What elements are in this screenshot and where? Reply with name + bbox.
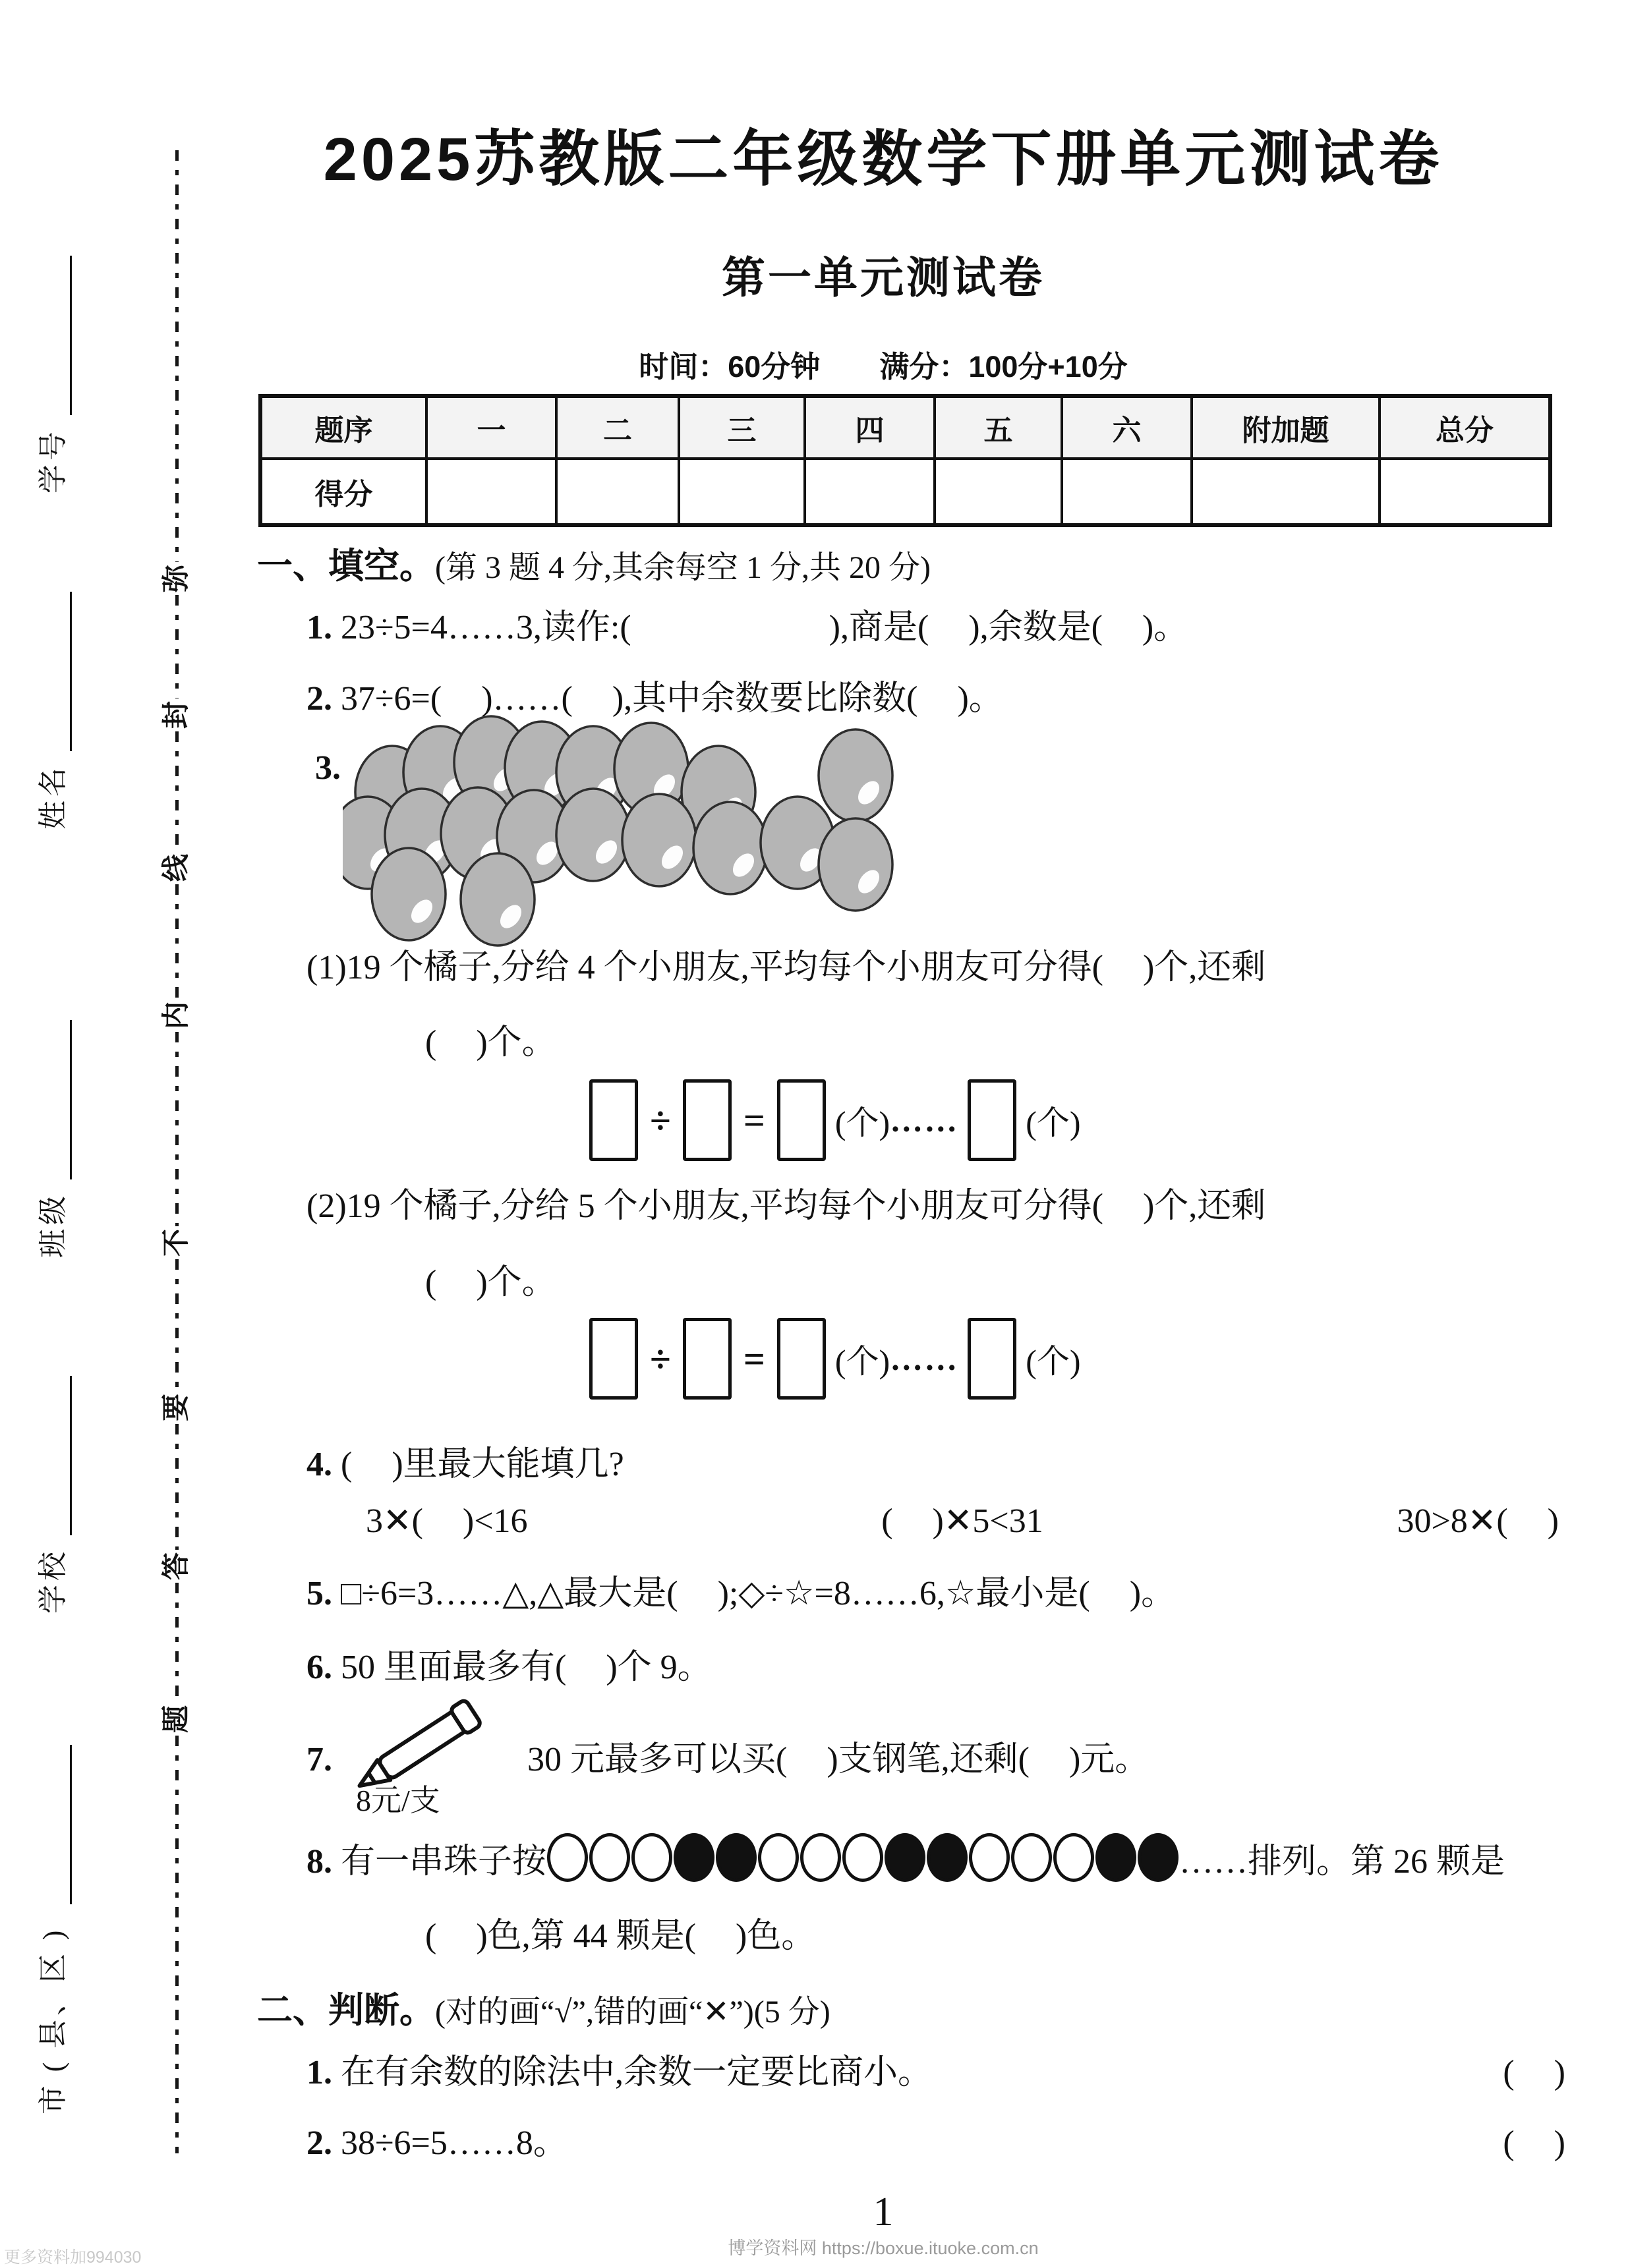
black-bead [1095,1833,1136,1882]
dash-segment [175,595,179,698]
score-cell [1192,459,1380,525]
remainder-dots: …… [890,1340,959,1377]
score-row-label: 得分 [260,459,426,525]
seal-field-2 [30,592,76,832]
score-cell [935,459,1062,525]
q4-item-3: 30>8✕( ) [1397,1502,1559,1540]
dash-segment [175,1424,179,1550]
q5-number: 5. [306,1575,332,1612]
seal-field-1 [30,256,76,496]
score-table [258,394,1552,527]
white-bead [1053,1833,1094,1882]
q8-suffix: ……排列。第 26 颗是 [1179,1843,1505,1881]
field-label-char: 市 [37,2085,69,2114]
section1-note: (第 3 题 4 分,其余每空 1 分,共 20 分) [435,550,931,585]
white-bead [758,1833,799,1882]
field-label-char: 级 [37,1196,69,1225]
orange [819,818,892,911]
q3-2-line1: (2)19 个橘子,分给 5 个小朋友,平均每个小朋友可分得( )个,还剩 [306,1187,1266,1225]
field-label-char: 学 [37,465,69,494]
seal-dashed-line [162,150,191,2153]
seal-field-5 [30,1745,76,2116]
q4-number: 4. [306,1446,332,1483]
score-cell [426,459,556,525]
page-number: 1 [873,2190,894,2234]
orange [693,802,767,894]
judge2-answer-blank: ( ) [1503,2124,1565,2162]
orange [372,848,446,940]
field-label-char: 号 [37,432,69,461]
unit-label: (个) [1026,1104,1081,1141]
seal-text-char: 内 [161,1001,192,1029]
section1-heading: 一、填空。 [257,546,435,586]
seal-text-char: 弥 [161,565,192,593]
q3-1-line2: ( )个。 [425,1024,556,1062]
field-label-char: 区 [37,1954,69,1983]
q8-prefix: 有一串珠子按 [341,1843,547,1881]
oranges-illustration [343,713,900,957]
q3-number: 3. [315,749,341,787]
judge-item-2 [306,2123,1565,2164]
section2-heading: 二、判断。 [257,1991,435,2030]
score-table-header-5: 五 [935,396,1062,459]
q5-text: □÷6=3……△,△最大是( );◇÷☆=8……6,☆最小是( )。 [341,1575,1176,1612]
blank-line [70,1745,72,1904]
judge1-answer-blank: ( ) [1503,2054,1565,2091]
divide-sign: ÷ [650,1337,671,1380]
q8-number: 8. [306,1843,332,1881]
dash-segment [175,1583,179,1703]
score-cell [556,459,679,525]
orange [819,729,892,822]
black-bead [1138,1833,1179,1882]
white-bead [631,1833,672,1882]
seal-text-char: 答 [161,1552,192,1580]
judge2-text: 38÷6=5……8。 [341,2124,568,2162]
dash-segment [175,1736,179,2153]
field-label-char: 学 [37,1585,69,1614]
q1-number: 1. [306,609,332,646]
watermark-text: 更多资料加994030 [4,2248,142,2267]
blank-box [683,1318,732,1400]
field-label-char: 姓 [37,801,69,830]
pen-price-label: 8元/支 [356,1784,440,1817]
bead-pattern [546,1843,1179,1881]
pen-icon [336,1690,508,1796]
q3-1-line1: (1)19 个橘子,分给 4 个小朋友,平均每个小朋友可分得( )个,还剩 [306,949,1266,986]
score-cell [1380,459,1550,525]
q3-2-line2: ( )个。 [425,1264,556,1301]
judge2-number: 2. [306,2124,332,2162]
q1-text: 23÷5=4……3,读作:( ),商是( ),余数是( )。 [341,609,1188,646]
black-bead [716,1833,757,1882]
field-label-char: 名 [37,768,69,797]
score-cell [805,459,935,525]
q4-item-2: ( )✕5<31 [881,1502,1043,1540]
judge1-number: 1. [306,2054,332,2091]
equals-sign: = [743,1337,765,1380]
blank-box [968,1079,1016,1161]
divide-sign: ÷ [650,1098,671,1142]
white-bead [842,1833,883,1882]
blank-box [777,1079,826,1161]
black-bead [885,1833,925,1882]
q3-1-equation [580,1079,1081,1161]
field-label-char: 、 [37,1987,69,2016]
black-bead [927,1833,968,1882]
q2-text: 37÷6=( )……( ),其中余数要比除数( )。 [341,680,1003,718]
unit-label: (个) [834,1104,890,1141]
seal-text-char: 题 [161,1705,192,1734]
white-bead [589,1833,630,1882]
score-table-header-4: 四 [805,396,935,459]
q7-number: 7. [306,1741,332,1778]
blank-line [70,1376,72,1535]
dash-segment [175,731,179,851]
q3-2-equation [580,1318,1081,1400]
score-table-header-8: 总分 [1380,396,1550,459]
orange [622,794,696,886]
q7-text: 30 元最多可以买( )支钢笔,还剩( )元。 [527,1741,1150,1778]
dash-segment [175,150,179,562]
q2-number: 2. [306,680,332,718]
dash-segment [175,1032,179,1226]
score-table-header-1: 一 [426,396,556,459]
q4-subitems [366,1501,1559,1542]
orange [556,789,630,881]
dash-segment [175,1259,179,1391]
score-cell [679,459,805,525]
score-table-header-2: 二 [556,396,679,459]
time-score-info: 时间：60分钟 满分：100分+10分 [639,350,1128,383]
score-table-header-0: 题序 [260,396,426,459]
unit-subtitle: 第一单元测试卷 [722,253,1045,302]
q6-text: 50 里面最多有( )个 9。 [341,1649,712,1686]
q8-line2: ( )色,第 44 颗是( )色。 [425,1917,816,1955]
white-bead [969,1833,1010,1882]
equals-sign: = [743,1098,765,1142]
field-label-char: ) [37,1930,69,1941]
white-bead [800,1833,841,1882]
seal-field-4 [30,1376,76,1616]
q4-item-1: 3✕( )<16 [366,1502,528,1540]
field-label-char: ( [37,2062,69,2072]
blank-line [70,592,72,751]
white-bead [547,1833,588,1882]
unit-label: (个) [834,1343,890,1380]
black-bead [674,1833,714,1882]
blank-box [589,1079,638,1161]
q4-text: ( )里最大能填几? [341,1446,624,1483]
field-label-char: 县 [37,2020,69,2049]
score-table-header-3: 三 [679,396,805,459]
section2-note: (对的画“√”,错的画“✕”)(5 分) [435,1995,830,2029]
orange [461,853,535,946]
dash-segment [175,884,179,999]
seal-text-char: 封 [161,700,192,729]
white-bead [1011,1833,1052,1882]
score-table-header-7: 附加题 [1192,396,1380,459]
score-table-header-6: 六 [1062,396,1192,459]
judge-item-1 [306,2053,1565,2093]
field-label-char: 班 [37,1229,69,1258]
blank-line [70,256,72,415]
blank-box [968,1318,1016,1400]
judge1-text: 在有余数的除法中,余数一定要比商小。 [341,2054,933,2091]
blank-box [683,1079,732,1161]
q6-number: 6. [306,1649,332,1686]
score-cell [1062,459,1192,525]
blank-box [777,1318,826,1400]
unit-label: (个) [1026,1343,1081,1380]
page-title: 2025苏教版二年级数学下册单元测试卷 [323,126,1443,193]
blank-line [70,1020,72,1179]
footer-url: 博学资料网 https://boxue.ituoke.com.cn [728,2238,1039,2258]
seal-text-char: 线 [161,853,192,882]
remainder-dots: …… [890,1102,959,1139]
field-label-char: 校 [37,1552,69,1581]
seal-text-char: 不 [161,1228,192,1257]
seal-field-3 [30,1020,76,1260]
seal-text-char: 要 [161,1393,192,1421]
blank-box [589,1318,638,1400]
